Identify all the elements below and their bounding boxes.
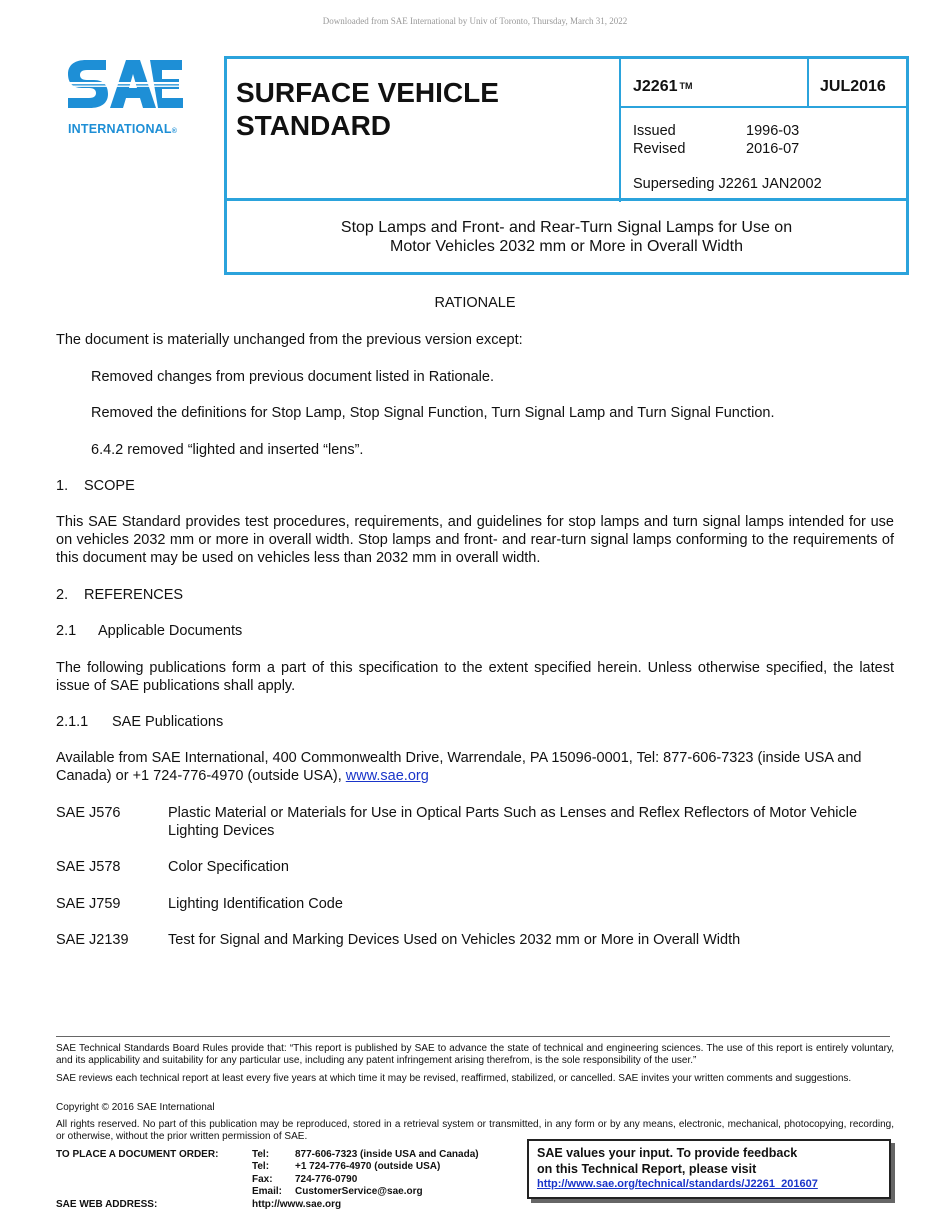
- contact-email[interactable]: CustomerService@sae.org: [295, 1186, 423, 1197]
- logo-subtext: INTERNATIONAL®: [68, 122, 178, 136]
- board-rules-text: SAE Technical Standards Board Rules provide that: “This report is published by SAE to advance the state of technical and engineering sciences. The use of this report is entirely voluntary, and its applicability and suitability for any particular use, including any patent infringement arising therefrom, is the sole responsibility of the user.”: [56, 1043, 894, 1066]
- rationale-item: Removed changes from previous document listed in Rationale.: [91, 369, 494, 385]
- contact-value: 877-606-7323 (inside USA and Canada): [295, 1149, 479, 1160]
- reference-title: Plastic Material or Materials for Use in Optical Parts Such as Lenses and Reflex Reflectors of Motor Vehicle Lighting Devices: [168, 805, 858, 839]
- reference-title: Lighting Identification Code: [168, 896, 343, 912]
- reference-code: SAE J759: [56, 896, 121, 912]
- sae-website-link[interactable]: www.sae.org: [345, 768, 429, 784]
- applicable-paragraph: The following publications form a part of this specification to the extent specified herein. Unless otherwise specified, the latest issue of SAE publications shall apply.: [56, 660, 894, 694]
- document-number: J2261 TM: [633, 78, 693, 95]
- scope-paragraph: This SAE Standard provides test procedures, requirements, and guidelines for stop lamps and turn signal lamps intended for use on vehicles 2032 mm or more in overall width. Stop lamps and front- and rear-turn signal lamps conforming to the requirements of this document may be used on vehicles less than 2032 mm in overall width.: [56, 514, 894, 566]
- section-number: 2.: [56, 587, 69, 603]
- subsection-heading-applicable: Applicable Documents: [98, 623, 243, 639]
- feedback-text: on this Technical Report, please visit: [537, 1162, 757, 1176]
- subsection-number: 2.1.1: [56, 714, 89, 730]
- rights-text: All rights reserved. No part of this publication may be reproduced, stored in a retrieval system or transmitted, in any form or by any means, electronic, mechanical, photocopying, recording, or otherwise, without the prior written permission of SAE.: [56, 1119, 894, 1142]
- rationale-item: 6.4.2 removed “lighted and inserted “lens”.: [91, 442, 364, 458]
- reference-title: Test for Signal and Marking Devices Used on Vehicles 2032 mm or More in Overall Width: [168, 932, 741, 948]
- revised-value: 2016-07: [746, 141, 800, 157]
- document-date: JUL2016: [820, 78, 886, 95]
- section-heading-scope: SCOPE: [84, 478, 135, 494]
- reference-title: Color Specification: [168, 859, 289, 875]
- sae-logo: [66, 60, 196, 140]
- copyright-text: Copyright © 2016 SAE International: [56, 1102, 215, 1113]
- review-text: SAE reviews each technical report at least every five years at which time it may be revised, reaffirmed, stabilized, or cancelled. SAE invites your written comments and suggestions.: [56, 1073, 852, 1084]
- web-label: SAE WEB ADDRESS:: [56, 1199, 158, 1210]
- header-divider: [619, 106, 909, 108]
- feedback-box: [527, 1139, 891, 1199]
- sae-logo-mark: [66, 60, 196, 120]
- rationale-heading: RATIONALE: [434, 295, 516, 311]
- document-subtitle: Stop Lamps and Front- and Rear-Turn Signal Lamps for Use on Motor Vehicles 2032 mm or More in Overall Width: [340, 219, 793, 255]
- revised-label: Revised: [633, 141, 686, 157]
- subsection-heading-sae-publications: SAE Publications: [112, 714, 224, 730]
- issued-value: 1996-03: [746, 123, 800, 139]
- section-heading-references: REFERENCES: [84, 587, 184, 603]
- contact-label: Email:: [252, 1186, 283, 1197]
- section-number: 1.: [56, 478, 69, 494]
- download-note: Downloaded from SAE International by Univ of Toronto, Thursday, March 31, 2022: [322, 16, 628, 26]
- contact-label: Fax:: [252, 1174, 273, 1185]
- rationale-intro: The document is materially unchanged from the previous version except:: [56, 332, 523, 348]
- document-type-title: SURFACE VEHICLE STANDARD: [236, 77, 499, 141]
- contact-value: +1 724-776-4970 (outside USA): [295, 1161, 441, 1172]
- reference-code: SAE J2139: [56, 932, 129, 948]
- contact-value: 724-776-0790: [295, 1174, 358, 1185]
- availability-paragraph: Available from SAE International, 400 Commonwealth Drive, Warrendale, PA 15096-0001, Tel: 877-606-7323 (inside USA and Canada) or +1 724-776-4970 (outside USA), www.sae.org: [56, 750, 862, 784]
- contact-label: Tel:: [252, 1161, 270, 1172]
- header-divider: [619, 56, 621, 202]
- header-divider: [224, 198, 909, 201]
- feedback-link[interactable]: http://www.sae.org/technical/standards/J2261_201607: [537, 1178, 818, 1190]
- contact-label: Tel:: [252, 1149, 270, 1160]
- order-label: TO PLACE A DOCUMENT ORDER:: [56, 1149, 219, 1160]
- subsection-number: 2.1: [56, 623, 77, 639]
- reference-code: SAE J576: [56, 805, 121, 821]
- web-address[interactable]: http://www.sae.org: [252, 1199, 342, 1210]
- superseding-note: Superseding J2261 JAN2002: [633, 176, 822, 192]
- footer-divider: [56, 1036, 890, 1037]
- feedback-text: SAE values your input. To provide feedback: [537, 1146, 798, 1160]
- reference-code: SAE J578: [56, 859, 121, 875]
- rationale-item: Removed the definitions for Stop Lamp, Stop Signal Function, Turn Signal Lamp and Turn Signal Function.: [91, 405, 775, 421]
- issued-label: Issued: [633, 123, 676, 139]
- header-divider: [807, 56, 809, 108]
